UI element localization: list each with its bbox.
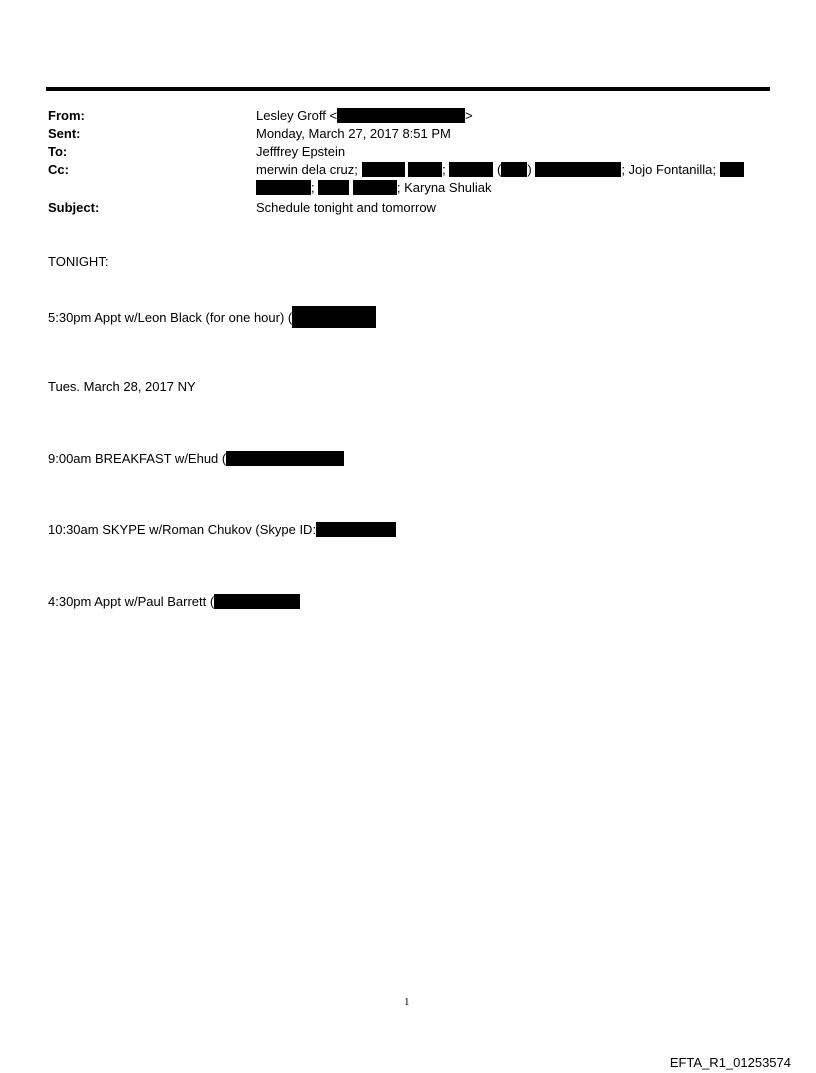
cc-close-paren: ) [527,162,532,177]
redaction-block [353,180,397,195]
from-prefix: Lesley Groff < [256,108,338,123]
cc-name: ; Jojo Fontanilla; [621,162,716,177]
to-label: To: [48,144,68,159]
cc-line-2 [256,179,492,197]
sent-value: Monday, March 27, 2017 8:51 PM [256,126,451,141]
schedule-item [48,593,300,611]
redaction-block [501,162,527,177]
redaction-block [316,522,396,537]
redaction-block [362,162,405,177]
cc-label: Cc: [48,162,69,177]
redaction-block [226,451,344,466]
schedule-item [48,450,344,468]
redaction-block [318,180,349,195]
schedule-item-text: 4:30pm Appt w/Paul Barrett ( [48,594,215,609]
page-number: 1 [404,996,410,1008]
redaction-block [449,162,493,177]
document-id: EFTA_R1_01253574 [669,1055,791,1070]
redaction-block [256,180,311,195]
subject-value: Schedule tonight and tomorrow [256,200,436,215]
subject-label: Subject: [48,200,100,215]
from-label: From: [48,108,85,123]
cc-line-1 [256,161,744,179]
cc-name: ; Karyna Shuliak [396,180,492,195]
sent-label: Sent: [48,126,81,141]
header-rule [46,87,770,91]
from-value [256,107,473,125]
redaction-block [535,162,621,177]
redaction-block [408,162,442,177]
cc-separator: ; [311,180,315,195]
cc-separator: ; [442,162,446,177]
tonight-heading: TONIGHT: [48,254,109,269]
to-value: Jefffrey Epstein [256,144,346,159]
schedule-item-text: 10:30am SKYPE w/Roman Chukov (Skype ID: [48,522,317,537]
redaction-block [214,594,300,609]
schedule-item [48,521,396,539]
redaction-block [720,162,744,177]
redaction-block [292,306,376,328]
cc-name: merwin dela cruz; [256,162,358,177]
date-heading: Tues. March 28, 2017 NY [48,379,196,394]
schedule-item [48,306,376,328]
cc-open-paren: ( [497,162,502,177]
schedule-item-text: 9:00am BREAKFAST w/Ehud ( [48,451,227,466]
from-suffix: > [465,108,473,123]
schedule-item-text: 5:30pm Appt w/Leon Black (for one hour) ( [48,310,293,325]
redaction-block [337,108,465,123]
